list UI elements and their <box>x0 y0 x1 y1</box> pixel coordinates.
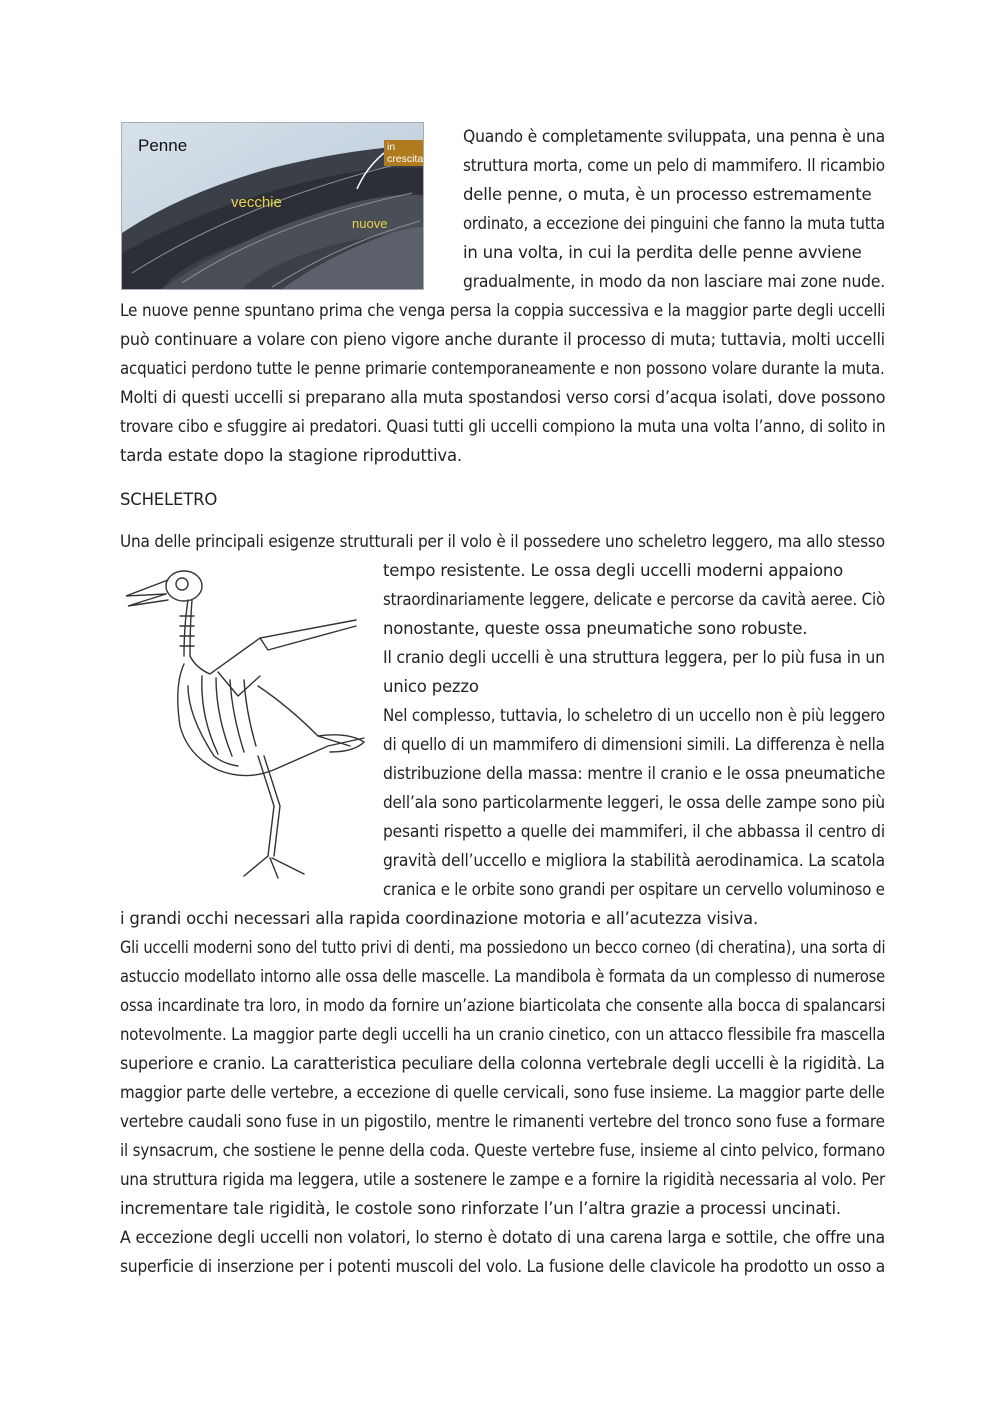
label-new: nuove <box>352 216 388 231</box>
molt-line: acquatici perdono tutte le penne primarie contemporaneamente e non possono volare durante la muta. <box>120 359 885 378</box>
body-line: i grandi occhi necessari alla rapida coordinazione motoria e all’acutezza visiva. <box>120 909 758 928</box>
skeleton-line: cranica e le orbite sono grandi per ospitare un cervello voluminoso e <box>383 880 885 899</box>
molt-line: Molti di questi uccelli si preparano alla muta spostandosi verso corsi d’acqua isolati, dove possono <box>120 388 886 407</box>
label-old: vecchie <box>231 194 282 211</box>
body-line: Gli uccelli moderni sono del tutto privi di denti, ma possiedono un becco corneo (di cheratina), una sorta di <box>120 938 886 957</box>
label-growing: in crescita <box>384 140 424 166</box>
skeleton-line: tempo resistente. Le ossa degli uccelli moderni appaiono <box>383 561 844 580</box>
body-line: A eccezione degli uccelli non volatori, lo sterno è dotato di una carena larga e sottile, che offre una <box>120 1228 885 1247</box>
skeleton-line: straordinariamente leggere, delicate e percorse da cavità aeree. Ciò <box>383 590 885 609</box>
molt-line: può continuare a volare con pieno vigore anche durante il processo di muta; tuttavia, molti uccelli <box>120 330 885 349</box>
body-line: una struttura rigida ma leggera, utile a sostenere le zampe e a fornire la rigidità necessaria al volo. Per <box>120 1170 886 1189</box>
skeleton-lead: Una delle principali esigenze strutturali per il volo è il possedere uno scheletro leggero, ma allo stesso <box>120 532 885 551</box>
skeleton-line: gravità dell’uccello e migliora la stabilità aerodinamica. La scatola <box>383 851 885 870</box>
skeleton-line: dell’ala sono particolarmente leggeri, le ossa delle zampe sono più <box>383 793 885 812</box>
skeleton-line: di quello di un mammifero di dimensioni simili. La differenza è nella <box>383 735 885 754</box>
molt-line: tarda estate dopo la stagione riproduttiva. <box>120 446 462 465</box>
body-line: vertebre caudali sono fuse in un pigostilo, mentre le rimanenti vertebre del tronco sono fuse a formare <box>120 1112 885 1131</box>
feather-title: Penne <box>138 136 188 155</box>
intro-line: in una volta, in cui la perdita delle penne avviene <box>463 243 862 262</box>
skeleton-line: distribuzione della massa: mentre il cranio e le ossa pneumatiche <box>383 764 886 783</box>
section-heading: SCHELETRO <box>120 490 218 509</box>
body-line: notevolmente. La maggior parte degli uccelli ha un cranio cinetico, con un attacco flessibile fra mascella <box>120 1025 886 1044</box>
body-line: maggior parte delle vertebre, a eccezione di quelle cervicali, sono fuse insieme. La maggior parte delle <box>120 1083 885 1102</box>
body-line: il synsacrum, che sostiene le penne della coda. Queste vertebre fuse, insieme al cinto pelvico, formano <box>120 1141 885 1160</box>
skeleton-line: pesanti rispetto a quelle dei mammiferi, il che abbassa il centro di <box>383 822 885 841</box>
intro-line: delle penne, o muta, è un processo estremamente <box>463 185 872 204</box>
body-line: incrementare tale rigidità, le costole sono rinforzate l’un l’altra grazie a processi uncinati. <box>120 1199 841 1218</box>
skeleton-line: Nel complesso, tuttavia, lo scheletro di un uccello non è più leggero <box>383 706 885 725</box>
intro-line: gradualmente, in modo da non lasciare mai zone nude. <box>463 272 885 291</box>
intro-line: struttura morta, come un pelo di mammifero. Il ricambio <box>463 156 885 175</box>
molt-line: trovare cibo e sfuggire ai predatori. Quasi tutti gli uccelli compiono la muta una volta l’anno, di solito in <box>120 417 886 436</box>
bird-skeleton-illustration <box>118 556 376 886</box>
body-line: superficie di inserzione per i potenti muscoli del volo. La fusione delle clavicole ha prodotto un osso a <box>120 1257 886 1276</box>
skeleton-line: unico pezzo <box>383 677 479 696</box>
body-line: superiore e cranio. La caratteristica peculiare della colonna vertebrale degli uccelli è la rigidità. La <box>120 1054 885 1073</box>
intro-line: Quando è completamente sviluppata, una penna è una <box>463 127 885 146</box>
body-line: astuccio modellato intorno alle ossa delle mascelle. La mandibola è formata da un complesso di numerose <box>120 967 885 986</box>
feather-photo <box>121 122 424 290</box>
body-line: ossa incardinate tra loro, in modo da fornire un’azione biarticolata che consente alla bocca di spalancarsi <box>120 996 886 1015</box>
intro-line: ordinato, a eccezione dei pinguini che fanno la muta tutta <box>463 214 885 233</box>
skeleton-line: Il cranio degli uccelli è una struttura leggera, per lo più fusa in un <box>383 648 885 667</box>
molt-line: Le nuove penne spuntano prima che venga persa la coppia successiva e la maggior parte degli uccelli <box>120 301 886 320</box>
skeleton-line: nonostante, queste ossa pneumatiche sono robuste. <box>383 619 808 638</box>
